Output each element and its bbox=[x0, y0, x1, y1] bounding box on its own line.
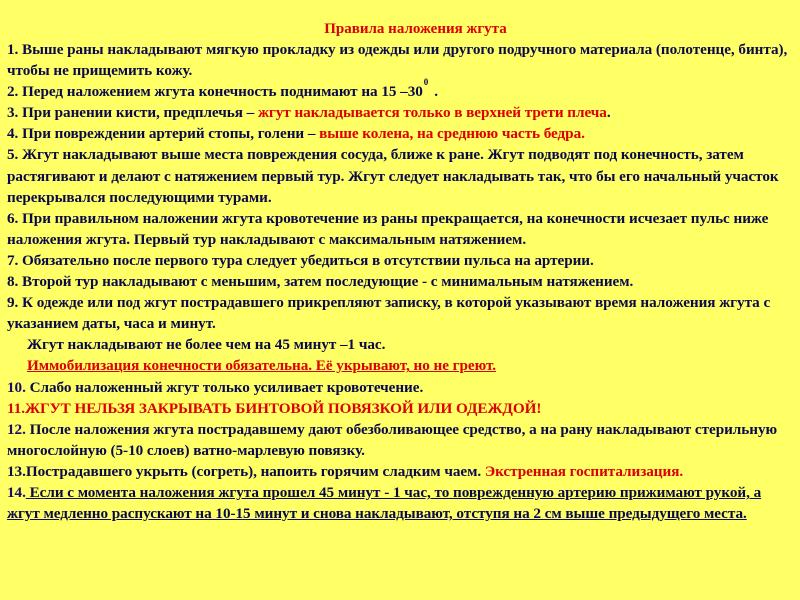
rule-2-text: 2. Перед наложением жгута конечность поднимают на 15 –30 bbox=[7, 83, 423, 101]
rule-5: 5. Жгут накладывают выше места повреждения сосуда, ближе к ране. Жгут подводят под конечность, затем растягивают и делают с натяжением первый тур. Жгут следует накладывать так, что бы его начальный участок перекрывался последующими турами. bbox=[7, 146, 779, 206]
rule-13-highlight: Экстренная госпитализация. bbox=[484, 462, 684, 480]
rule-2 bbox=[7, 77, 794, 102]
degree-superscript: 0 bbox=[423, 77, 429, 88]
slide-title: Правила наложения жгута bbox=[324, 21, 507, 37]
rule-4-highlight: выше колена, на среднюю часть бедра. bbox=[319, 125, 585, 143]
rule-11: 11.ЖГУТ НЕЛЬЗЯ ЗАКРЫВАТЬ БИНТОВОЙ ПОВЯЗКОЙ ИЛИ ОДЕЖДОЙ! bbox=[7, 399, 542, 417]
rule-10 bbox=[7, 377, 794, 398]
rule-10-number: 10. bbox=[7, 378, 26, 396]
rule-12-number: 12. bbox=[7, 420, 26, 438]
rules-list bbox=[7, 39, 794, 524]
rule-14-text: Если с момента наложения жгута прошел 45 минут - 1 час, то поврежденную артерию прижимают рукой, а жгут медленно распускают на 10-15 минут и снова накладывают, отступя на 2 см выше предыдущего места. bbox=[7, 483, 762, 523]
rule-6: 6. При правильном наложении жгута кровотечение из раны прекращается, на конечности исчезает пульс ниже наложения жгута. Первый тур накладывают с максимальным натяжением. bbox=[7, 209, 769, 248]
rule-13 bbox=[7, 461, 794, 482]
rule-4 bbox=[7, 123, 794, 144]
rule-8: 8. Второй тур накладывают с меньшим, затем последующие - с минимальным натяжением. bbox=[7, 273, 634, 291]
rule-3-text: 3. При ранении кисти, предплечья – bbox=[7, 104, 258, 122]
rule-3-end: . bbox=[606, 104, 611, 122]
rule-2-end: . bbox=[434, 83, 438, 101]
rule-12-text: После наложения жгута пострадавшему дают обезболивающее средство, а на рану накладывают стерильную многослойную (5-10 слоев) ватно-марлевую повязку. bbox=[7, 420, 778, 459]
rule-14 bbox=[7, 482, 794, 524]
rule-3-highlight: жгут накладывается только в верхней трети плеча bbox=[257, 104, 607, 122]
rule-9-note: Жгут накладывают не более чем на 45 минут –1 час. bbox=[27, 336, 386, 354]
rule-10-text: Слабо наложенный жгут только усиливает кровотечение. bbox=[25, 378, 424, 396]
rule-12 bbox=[7, 419, 794, 461]
rule-14-number: 14. bbox=[7, 483, 26, 501]
immobilization-warning: Иммобилизация конечности обязательна. Её укрывают, но не греют. bbox=[27, 357, 496, 375]
rule-1: 1. Выше раны накладывают мягкую прокладку из одежды или другого подручного материала (полотенце, бинта), чтобы не прищемить кожу. bbox=[7, 41, 788, 80]
rule-13-text: 13.Пострадавшего укрыть (согреть), напоить горячим сладким чаем. bbox=[7, 462, 485, 480]
rule-4-text: 4. При повреждении артерий стопы, голени – bbox=[7, 125, 320, 143]
rule-9-immobilization bbox=[7, 355, 794, 376]
rule-9: 9. К одежде или под жгут пострадавшего прикрепляют записку, в которой указывают время наложения жгута с указанием даты, часа и минут. bbox=[7, 294, 771, 333]
rule-3 bbox=[7, 102, 794, 123]
rule-7: 7. Обязательно после первого тура следует убедиться в отсутствии пульса на артерии. bbox=[7, 251, 594, 269]
